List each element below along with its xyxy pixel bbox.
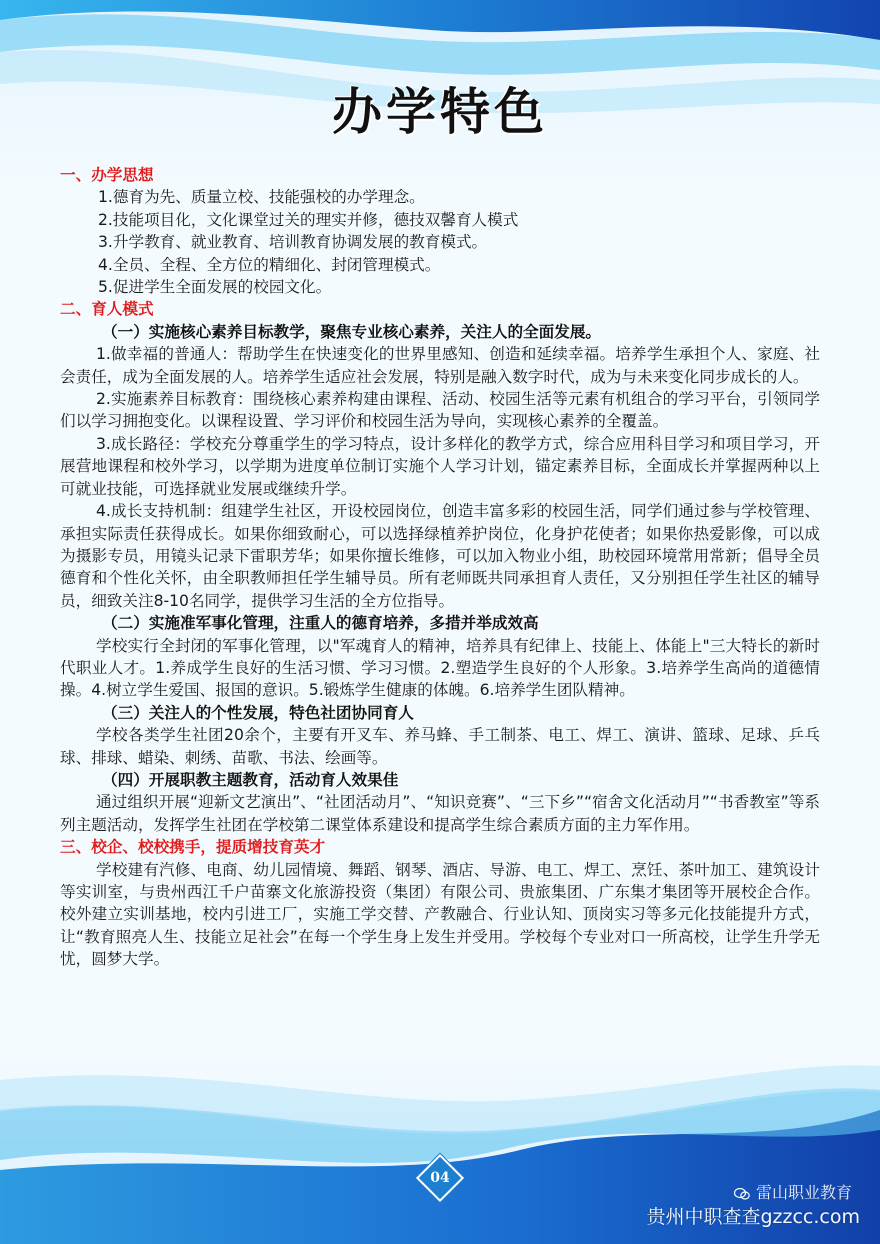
list-item: 1.德育为先、质量立校、技能强校的办学理念。 — [98, 188, 425, 207]
list-item: 4.全员、全程、全方位的精细化、封闭管理模式。 — [98, 255, 441, 274]
section-heading: 一、办学思想 — [60, 166, 154, 184]
page-title: 办学特色 — [332, 82, 548, 141]
paragraph: 2.实施素养目标教育：围绕核心素养构建由课程、活动、校园生活等元素有机组合的学习平台，引领同学们以学习拥抱变化。以课程设置、学习评价和校园生活为导向，实现核心素养的全覆盖。 — [60, 390, 820, 431]
paragraph: 通过组织开展“迎新文艺演出”、“社团活动月”、“知识竞赛”、“三下乡”“宿舍文化活动月”“书香教室”等系列主题活动，发挥学生社团在学校第二课堂体系建设和提高学生综合素质方面的主力军作用。 — [60, 793, 820, 834]
watermark-text: 雷山职业教育 — [755, 1183, 852, 1202]
subsection-heading: （三）关注人的个性发展，特色社团协同育人 — [102, 703, 414, 722]
section-heading: 二、育人模式 — [60, 300, 154, 319]
paragraph: 学校各类学生社团20余个，主要有开叉车、养马蜂、手工制茶、电工、焊工、演讲、篮球、足球、乒乓球、排球、蜡染、刺绣、苗歌、书法、绘画等。 — [60, 726, 820, 767]
list-item: 3.升学教育、就业教育、培训教育协调发展的教育模式。 — [98, 233, 488, 252]
paragraph: 3.成长路径：学校充分尊重学生的学习特点，设计多样化的教学方式，综合应用科目学习和项目学习，开展营地课程和校外学习，以学期为进度单位制订实施个人学习计划，锚定素养目标，全面成长并掌握两种以上可就业技能，可选择就业发展或继续升学。 — [60, 434, 820, 498]
watermark-site: 贵州中职查查gzzcc.com — [646, 1206, 860, 1228]
paragraph: 学校实行全封闭的军事化管理，以"军魂育人的精神，培养具有纪律上、技能上、体能上"三大特长的新时代职业人才。1.养成学生良好的生活习惯、学习习惯。2.塑造学生良好的个人形象。3.培养学生高尚的道德情操。4.树立学生爱国、报国的意识。5.锻炼学生健康的体魄。6.培养学生团队精神。 — [60, 636, 820, 700]
subsection-heading: （二）实施准军事化管理，注重人的德育培养，多措并举成效高 — [102, 614, 539, 633]
page-number-badge — [421, 1159, 459, 1197]
list-item: 5.促进学生全面发展的校园文化。 — [98, 278, 332, 297]
main-content — [60, 164, 820, 971]
list-item: 2.技能项目化，文化课堂过关的理实并修，德技双馨育人模式 — [98, 210, 519, 229]
paragraph: 1.做幸福的普通人：帮助学生在快速变化的世界里感知、创造和延续幸福。培养学生承担个人、家庭、社会责任，成为全面发展的人。培养学生适应社会发展，特别是融入数字时代，成为与未来变化同步成长的人。 — [60, 345, 820, 386]
watermark-account — [734, 1180, 852, 1203]
page-number: 04 — [430, 1170, 450, 1186]
wechat-icon — [734, 1188, 750, 1200]
paragraph: 学校建有汽修、电商、幼儿园情境、舞蹈、钢琴、酒店、导游、电工、焊工、烹饪、茶叶加工、建筑设计等实训室，与贵州西江千户苗寨文化旅游投资（集团）有限公司、贵旅集团、广东集才集团等开展校企合作。校外建立实训基地，校内引进工厂，实施工学交替、产教融合、行业认知、顶岗实习等多元化技能提升方式，让“教育照亮人生、技能立足社会”在每一个学生身上发生并受用。学校每个专业对口一所高校，让学生升学无忧，圆梦大学。 — [60, 860, 820, 969]
subsection-heading: （一）实施核心素养目标教学，聚焦专业核心素养，关注人的全面发展。 — [102, 322, 602, 341]
section-heading: 三、校企、校校携手，提质增技育英才 — [60, 838, 326, 857]
subsection-heading: （四）开展职教主题教育，活动育人效果佳 — [102, 770, 399, 789]
paragraph: 4.成长支持机制：组建学生社区，开设校园岗位，创造丰富多彩的校园生活，同学们通过参与学校管理、承担实际责任获得成长。如果你细致耐心，可以选择绿植养护岗位，化身护花使者；如果你热爱影像，可以成为摄影专员，用镜头记录下雷职芳华；如果你擅长维修，可以加入物业小组，助校园环境常用常新；倡导全员德育和个性化关怀，由全职教师担任学生辅导员。所有老师既共同承担育人责任，又分别担任学生社区的辅导员，细致关注8-10名同学，提供学习生活的全方位指导。 — [60, 502, 820, 610]
